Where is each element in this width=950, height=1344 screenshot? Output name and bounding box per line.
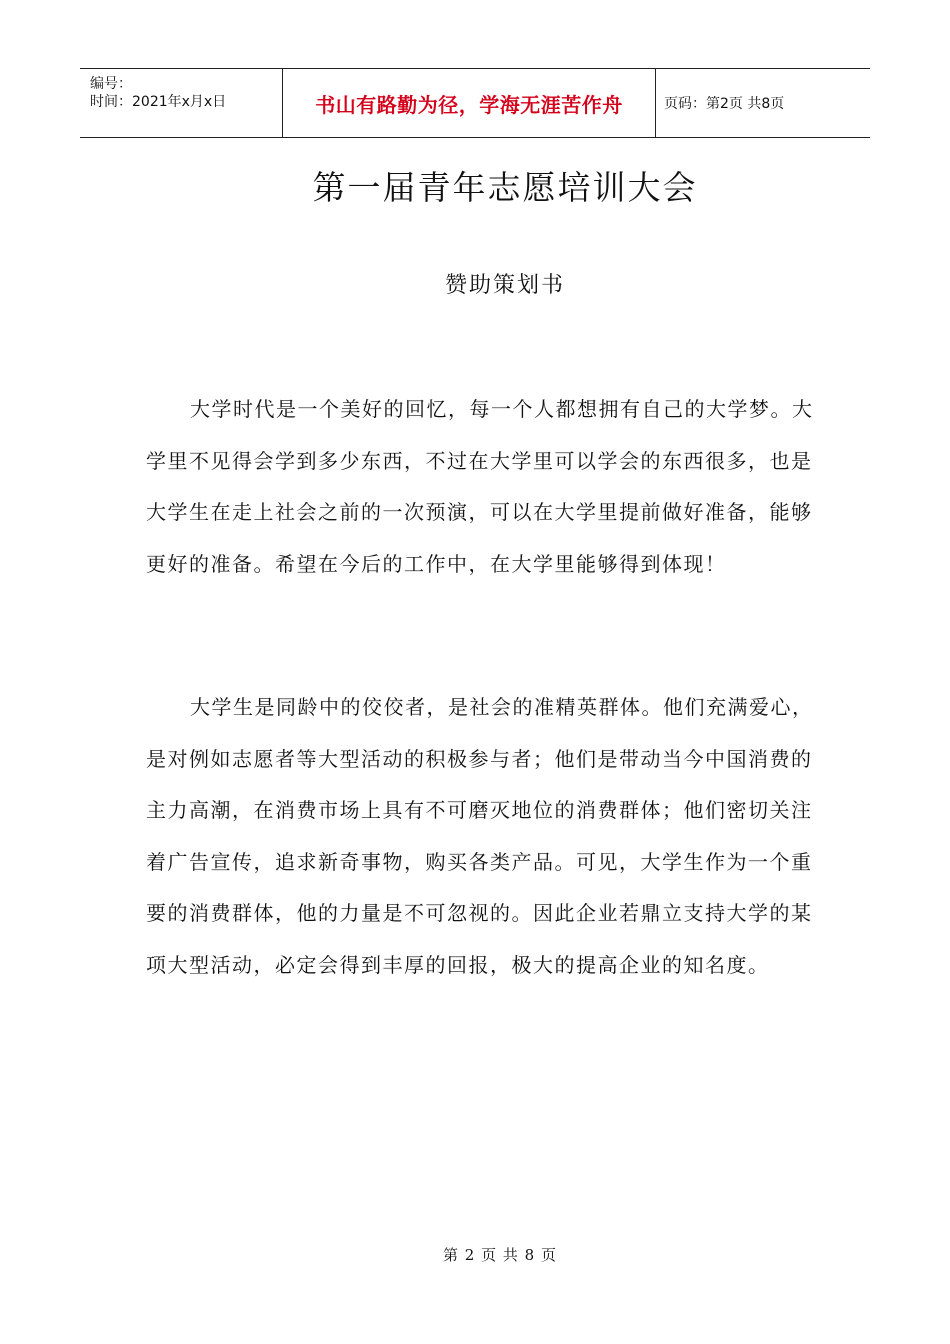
header-page-info: 页码：第2页 共8页 — [664, 96, 785, 112]
body-paragraph: 大学时代是一个美好的回忆，每一个人都想拥有自己的大学梦。大学里不见得会学到多少东西，不过在大学里可以学会的东西很多，也是大学生在走上社会之前的一次预演，可以在大学里提前做好准备，能够更好的准备。希望在今后的工作中，在大学里能够得到体现！ — [146, 397, 814, 576]
document-number-label: 编号： — [90, 76, 132, 92]
body-paragraph: 大学生是同龄中的佼佼者，是社会的准精英群体。他们充满爱心，是对例如志愿者等大型活动的积极参与者；他们是带动当今中国消费的主力高潮，在消费市场上具有不可磨灭地位的消费群体；他们密切关注着广告宣传，追求新奇事物，购买各类产品。可见，大学生作为一个重要的消费群体，他的力量是不可忽视的。因此企业若鼎立支持大学的某项大型活动，必定会得到丰厚的回报，极大的提高企业的知名度。 — [146, 695, 814, 977]
document-title: 第一届青年志愿培训大会 — [312, 168, 698, 207]
header-meta — [80, 69, 282, 137]
document-subtitle: 赞助策划书 — [444, 273, 565, 298]
header-motto-cell — [282, 69, 656, 137]
page-header — [80, 68, 870, 138]
header-motto: 书山有路勤为径，学海无涯苦作舟 — [315, 92, 623, 117]
document-date-label: 时间：2021年x月x日 — [90, 94, 227, 110]
page-footer-number: 第 2 页 共 8 页 — [443, 1246, 557, 1264]
